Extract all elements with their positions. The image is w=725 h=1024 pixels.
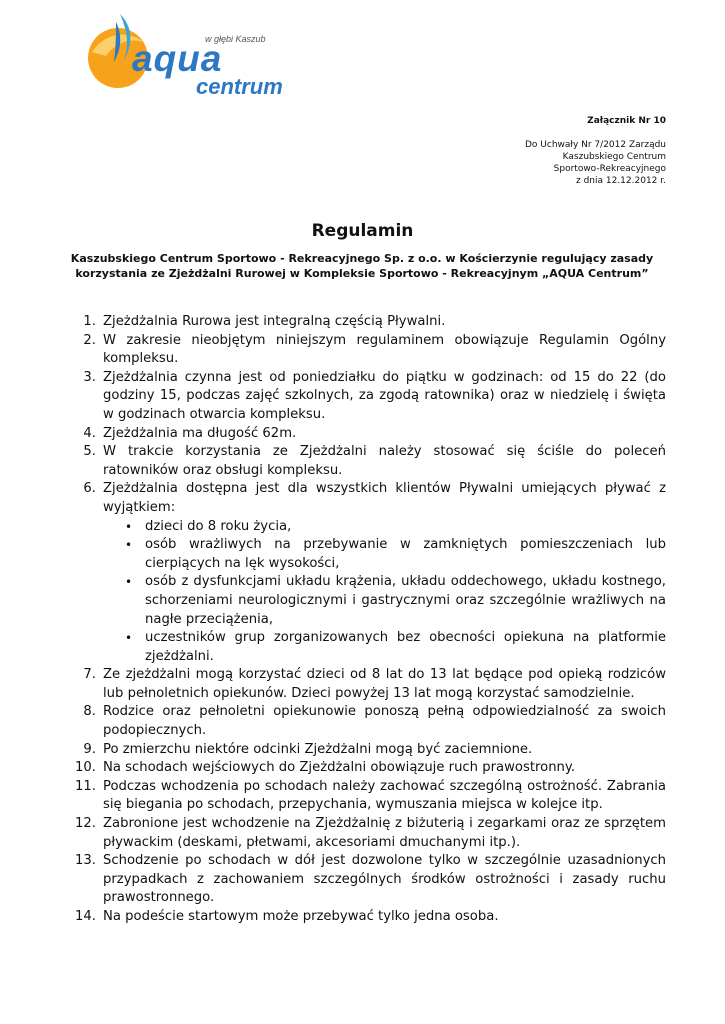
exception-text: uczestników grup zorganizowanych bez obecności opiekuna na platformie zjeżdżalni.: [145, 630, 666, 664]
rule-number: 5.: [83, 444, 96, 460]
rules-list: [70, 313, 666, 927]
rule-item: [70, 741, 666, 760]
exception-item: [125, 536, 666, 573]
rule-item: [70, 313, 666, 332]
attachment-info: [525, 115, 666, 187]
attachment-line: Sportowo-Rekreacyjnego: [553, 164, 666, 174]
exception-item: [125, 518, 666, 537]
attachment-line: Do Uchwały Nr 7/2012 Zarządu: [524, 140, 666, 150]
rule-text: Rodzice oraz pełnoletni opiekunowie ponoszą pełną odpowiedzialność za swoich podopiecznych.: [103, 704, 666, 739]
bullet-icon: •: [125, 575, 133, 590]
exception-item: [125, 629, 666, 666]
rule-number: 3.: [83, 369, 96, 385]
rule-number: 4.: [83, 425, 96, 441]
document-title: Regulamin: [311, 221, 414, 241]
rule-text: Na podeście startowym może przebywać tylko jedna osoba.: [103, 909, 499, 924]
logo-tagline: w głębi Kaszub: [205, 34, 266, 44]
rule-item: [70, 908, 666, 927]
attachment-line: Kaszubskiego Centrum: [562, 152, 666, 162]
rule-text: Na schodach wejściowych do Zjeżdżalni obowiązuje ruch prawostronny.: [103, 760, 576, 776]
exception-text: dzieci do 8 roku życia,: [145, 518, 292, 534]
attachment-number: Załącznik Nr 10: [587, 116, 666, 126]
rule-text: Schodzenie po schodach w dół jest dozwolone tylko w szczególnie uzasadnionych przypadkach z zachowaniem szczególnych środków ostrożności i zasady ruchu prawostronnego.: [103, 853, 666, 906]
rule-text: Po zmierzchu niektóre odcinki Zjeżdżalni mogą być zaciemnione.: [103, 741, 533, 757]
rule-item: [70, 425, 666, 444]
bullet-icon: •: [125, 631, 133, 646]
rule-item: [70, 778, 666, 815]
bullet-icon: •: [125, 519, 133, 534]
rule-item: [70, 369, 666, 425]
rule-number: 11.: [75, 778, 96, 794]
rule-item: [70, 480, 666, 666]
rule-number: 1.: [83, 314, 96, 329]
rule-text: Zjeżdżalnia Rurowa jest integralną częścią Pływalni.: [103, 314, 446, 329]
rule-number: 14.: [75, 909, 96, 924]
logo-word-aqua: aqua: [132, 38, 223, 79]
rule-text: Ze zjeżdżalni mogą korzystać dzieci od 8 lat do 13 lat będące pod opieką rodziców lub pełnoletnich opiekunów. Dzieci powyżej 13 lat mogą korzystać samodzielnie.: [103, 667, 666, 701]
rule-text: W zakresie nieobjętym niniejszym regulaminem obowiązuje Regulamin Ogólny kompleksu.: [103, 332, 666, 367]
rule-number: 7.: [83, 667, 96, 683]
rule-number: 10.: [75, 760, 96, 776]
rule-item: [70, 703, 666, 740]
bullet-icon: •: [125, 538, 133, 553]
rule-text: Zabronione jest wchodzenie na Zjeżdżalnię z biżuterią i zegarkami oraz ze sprzętem pływackim (deskami, płetwami, akcesoriami dmuchanymi itp.).: [103, 816, 666, 850]
rule-item: [70, 815, 666, 852]
document-subtitle: Kaszubskiego Centrum Sportowo - Rekreacyjnego Sp. z o.o. w Kościerzynie regulujący zasady korzystania ze Zjeżdżalni Rurowej w Kompleksie Sportowo - Rekreacyjnym „AQUA Centrum”: [70, 252, 654, 280]
rule-text: Zjeżdżalnia dostępna jest dla wszystkich klientów Pływalni umiejących pływać z wyjątkiem:: [103, 481, 666, 515]
rule-text: Zjeżdżalnia czynna jest od poniedziałku do piątku w godzinach: od 15 do 22 (do godziny 15, podczas zajęć szkolnych, za zgodą ratownika) oraz w niedzielę i święta w godzinach otwarcia kompleksu.: [103, 369, 666, 422]
rule-item: [70, 443, 666, 480]
logo-word-centrum: centrum: [196, 74, 283, 99]
aqua-centrum-logo: [86, 12, 296, 100]
rule-number: 2.: [83, 332, 96, 348]
exception-list: [103, 518, 666, 667]
rule-item: [70, 852, 666, 908]
rule-text: W trakcie korzystania ze Zjeżdżalni należy stosować się ściśle do poleceń ratowników oraz obsługi kompleksu.: [103, 444, 666, 478]
rule-item: [70, 666, 666, 703]
rule-text: Zjeżdżalnia ma długość 62m.: [103, 425, 297, 441]
exception-text: osób wrażliwych na przebywanie w zamkniętych pomieszczeniach lub cierpiących na lęk wysokości,: [145, 537, 666, 571]
rule-number: 6.: [83, 481, 96, 497]
rule-item: [70, 759, 666, 778]
rule-item: [70, 332, 666, 369]
exception-text: osób z dysfunkcjami układu krążenia, układu oddechowego, układu kostnego, schorzeniami neurologicznymi i gastrycznymi oraz szczególnie wrażliwych na nagłe przeciążenia,: [145, 574, 666, 627]
rule-number: 13.: [75, 853, 96, 869]
rule-number: 12.: [75, 816, 96, 832]
rule-number: 8.: [83, 704, 96, 720]
attachment-line: z dnia 12.12.2012 r.: [575, 176, 666, 186]
rule-text: Podczas wchodzenia po schodach należy zachować szczególną ostrożność. Zabrania się biegania po schodach, przepychania, wymuszania miejsca w kolejce itp.: [103, 778, 666, 813]
exception-item: [125, 573, 666, 629]
rule-number: 9.: [83, 741, 96, 757]
